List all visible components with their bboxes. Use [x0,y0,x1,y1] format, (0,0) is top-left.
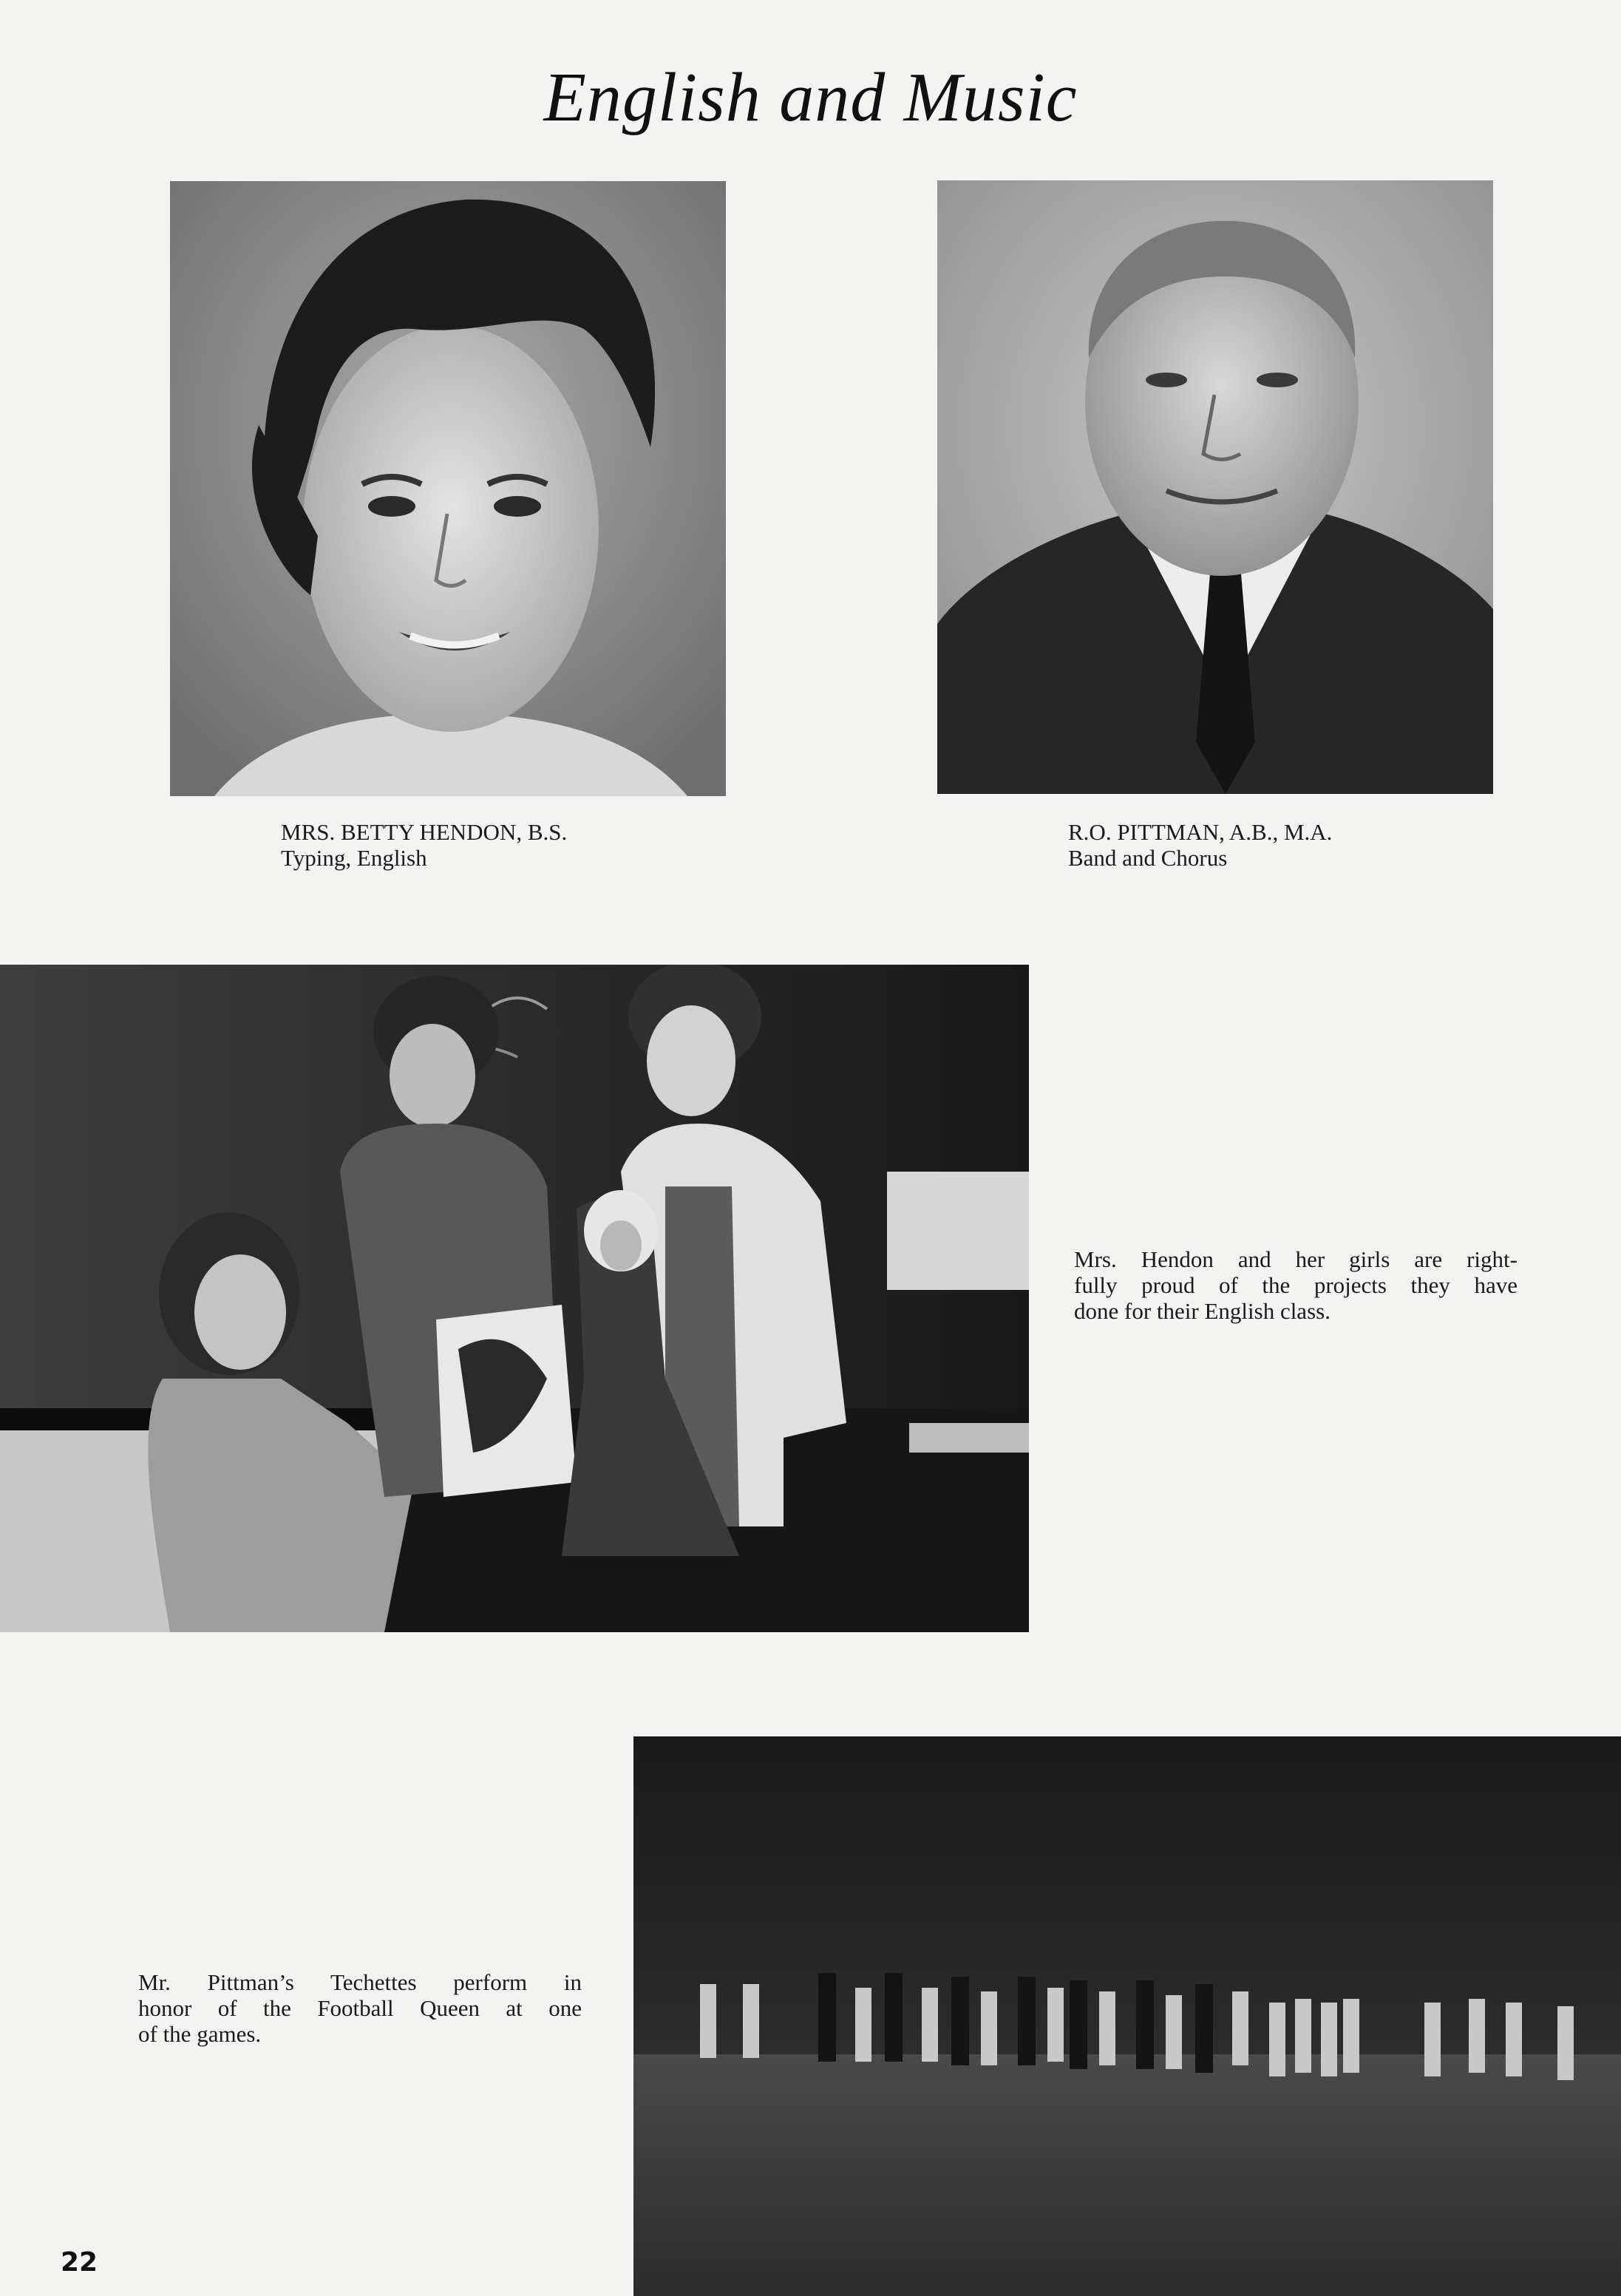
portrait-subject-pittman: Band and Chorus [1068,845,1228,871]
caption-line: Mr. Pittman’s Techettes perform in [138,1969,582,1995]
portrait-name-hendon: MRS. BETTY HENDON, B.S. [281,819,568,845]
caption-line: Mrs. Hendon and her girls are right- [1074,1246,1518,1272]
caption-line: fully proud of the projects they have [1074,1272,1518,1298]
portrait-caption-pittman [1068,819,1332,871]
field-caption [138,1969,582,2047]
portrait-caption-hendon [281,819,567,871]
classroom-photo [0,965,1029,1632]
classroom-caption [1074,1246,1518,1324]
portrait-photo-hendon [170,181,726,796]
field-performance-photo [633,1736,1621,2296]
caption-line: honor of the Football Queen at one [138,1995,582,2021]
caption-line: of the games. [138,2021,262,2047]
page-title: English and Music [543,59,1078,136]
portrait-subject-hendon: Typing, English [281,845,427,871]
portrait-photo-pittman [937,180,1493,794]
page-number: 22 [61,2247,98,2278]
portrait-name-pittman: R.O. PITTMAN, A.B., M.A. [1068,819,1333,845]
caption-line: done for their English class. [1074,1298,1331,1324]
